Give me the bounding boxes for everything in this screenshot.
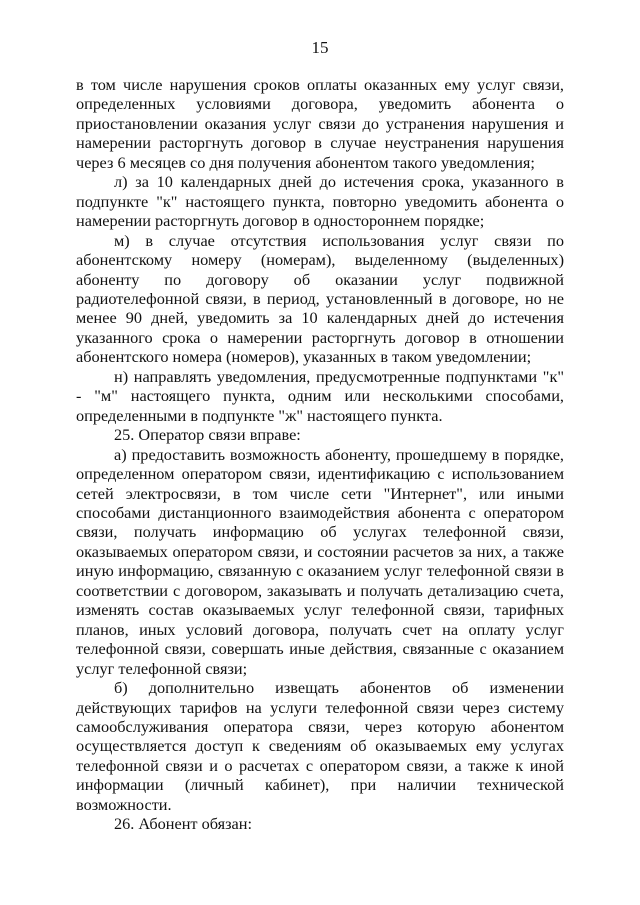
paragraph-item-b: б) дополнительно извещать абонентов об изменении действующих тарифов на услуги телефонной связи через систему самообслуживания оператора связи, через которую абонентом осуществляется доступ к сведениям об оказываемых ему услугах телефонной связи и о расчетах с оператором связи, а также к иной информации (личный кабинет), при наличии технической возможности. (76, 678, 564, 814)
paragraph-item-a: а) предоставить возможность абоненту, прошедшему в порядке, определенном оператором связи, идентификацию с использованием сетей электросвязи, в том числе сети "Интернет", или иными способами дистанционного взаимодействия абонента с оператором связи, получать информацию об услугах телефонной связи, оказываемых оператором связи, и состоянии расчетов за них, а также иную информацию, связанную с оказанием услуг телефонной связи в соответствии с договором, заказывать и получать детализацию счета, изменять состав оказываемых услуг телефонной связи, тарифных планов, иных условий договора, получать счет на оплату услуг телефонной связи, совершать иные действия, связанные с оказанием услуг телефонной связи; (76, 444, 564, 678)
section-heading-26: 26. Абонент обязан: (114, 814, 253, 834)
section-heading-25: 25. Оператор связи вправе: (114, 425, 301, 445)
paragraph-item-m: м) в случае отсутствия использования услуг связи по абонентскому номеру (номерам), выделенному (выделенных) абоненту по договору об оказании услуг подвижной радиотелефонной связи, в период, установленный в договоре, но не менее 90 дней, уведомить за 10 календарных дней до истечения указанного срока о намерении расторгнуть договор в отношении абонентского номера (номеров), указанных в таком уведомлении; (76, 230, 564, 367)
page-number: 15 (311, 38, 329, 57)
document-body (76, 75, 564, 834)
paragraph-item-l: л) за 10 календарных дней до истечения срока, указанного в подпункте "к" настоящего пункта, повторно уведомить абонента о намерении расторгнуть договор в одностороннем порядке; (76, 172, 564, 231)
paragraph-item-n: н) направлять уведомления, предусмотренные подпунктами "к" - "м" настоящего пункта, одним или несколькими способами, определенными в подпункте "ж" настоящего пункта. (76, 366, 564, 425)
paragraph-continuation: в том числе нарушения сроков оплаты оказанных ему услуг связи, определенных условиями договора, уведомить абонента о приостановлении оказания услуг связи до устранения нарушения и намерении расторгнуть договор в случае неустранения нарушения через 6 месяцев со дня получения абонентом такого уведомления; (76, 75, 564, 172)
